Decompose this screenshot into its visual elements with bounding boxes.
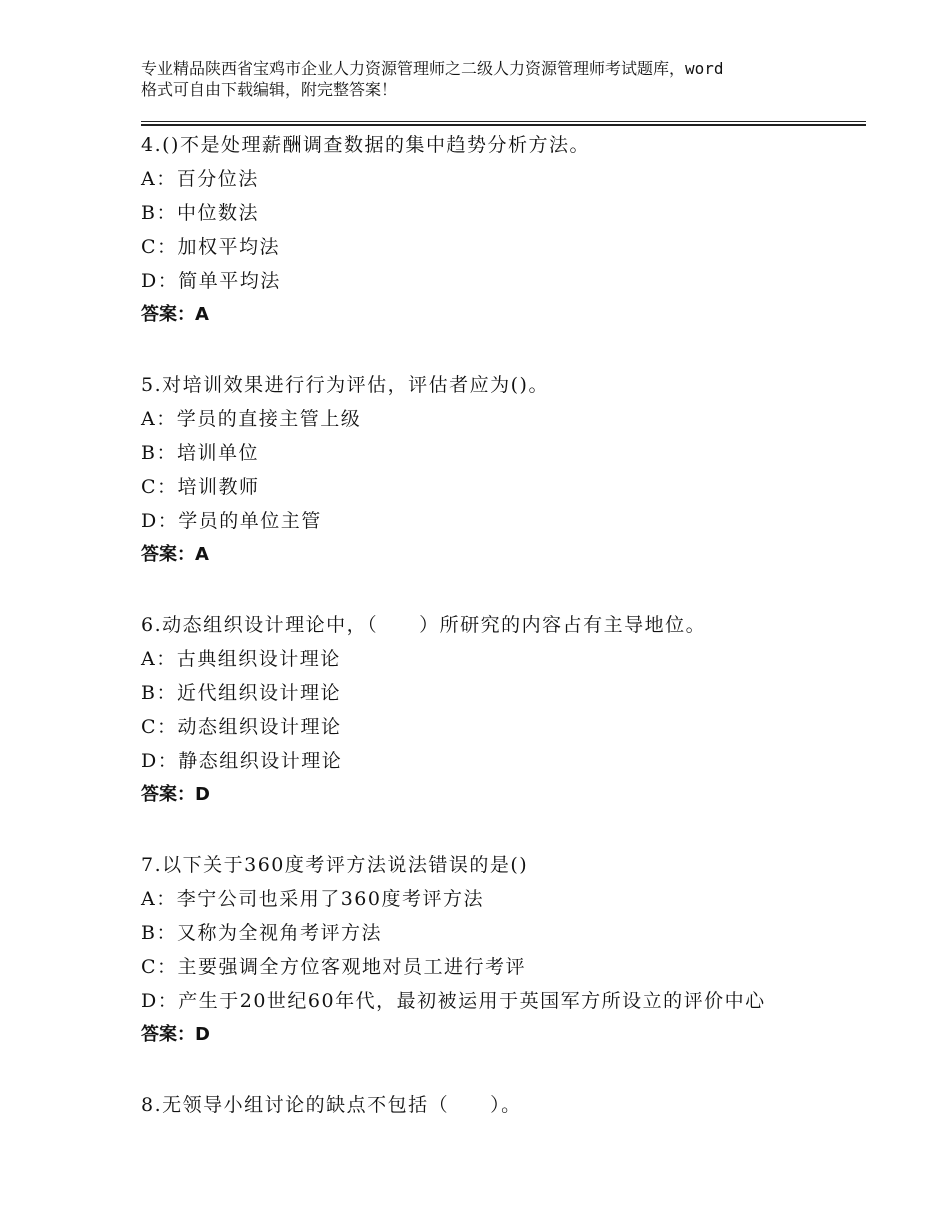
answer-label: 答案：D	[141, 1024, 210, 1045]
question-8	[141, 1088, 861, 1122]
question-spacer	[141, 1052, 861, 1088]
question-7	[141, 848, 861, 1052]
option-a: A：学员的直接主管上级	[141, 408, 362, 430]
header-line-2: 格式可自由下载编辑，附完整答案！	[141, 80, 398, 99]
question-6	[141, 608, 861, 812]
option-b: B：中位数法	[141, 202, 259, 224]
option-c: C：加权平均法	[141, 236, 281, 258]
option-a: A：古典组织设计理论	[141, 648, 341, 670]
question-spacer	[141, 332, 861, 368]
question-spacer	[141, 572, 861, 608]
option-d: D：产生于20世纪60年代，最初被运用于英国军方所设立的评价中心	[141, 990, 766, 1012]
option-d: D：学员的单位主管	[141, 510, 322, 532]
question-stem: 6.动态组织设计理论中，（ ）所研究的内容占有主导地位。	[141, 614, 707, 636]
question-stem: 5.对培训效果进行行为评估，评估者应为()。	[141, 374, 549, 396]
document-header	[141, 58, 841, 100]
option-a: A：百分位法	[141, 168, 259, 190]
question-4	[141, 128, 861, 332]
question-stem: 7.以下关于360度考评方法说法错误的是()	[141, 854, 529, 876]
question-stem: 4.()不是处理薪酬调查数据的集中趋势分析方法。	[141, 134, 590, 156]
option-d: D：静态组织设计理论	[141, 750, 343, 772]
option-b: B：近代组织设计理论	[141, 682, 341, 704]
option-b: B：又称为全视角考评方法	[141, 922, 382, 944]
option-c: C：动态组织设计理论	[141, 716, 342, 738]
question-list	[141, 128, 861, 1122]
option-d: D：简单平均法	[141, 270, 281, 292]
option-b: B：培训单位	[141, 442, 259, 464]
option-c: C：主要强调全方位客观地对员工进行考评	[141, 956, 527, 978]
answer-label: 答案：A	[141, 304, 209, 325]
question-spacer	[141, 812, 861, 848]
question-5	[141, 368, 861, 572]
question-stem: 8.无领导小组讨论的缺点不包括（ ）。	[141, 1094, 522, 1116]
answer-label: 答案：A	[141, 544, 209, 565]
header-divider-bottom	[141, 124, 866, 126]
header-line-1: 专业精品陕西省宝鸡市企业人力资源管理师之二级人力资源管理师考试题库，word	[141, 59, 724, 78]
option-a: A：李宁公司也采用了360度考评方法	[141, 888, 484, 910]
option-c: C：培训教师	[141, 476, 260, 498]
header-divider-top	[141, 121, 866, 122]
answer-label: 答案：D	[141, 784, 210, 805]
